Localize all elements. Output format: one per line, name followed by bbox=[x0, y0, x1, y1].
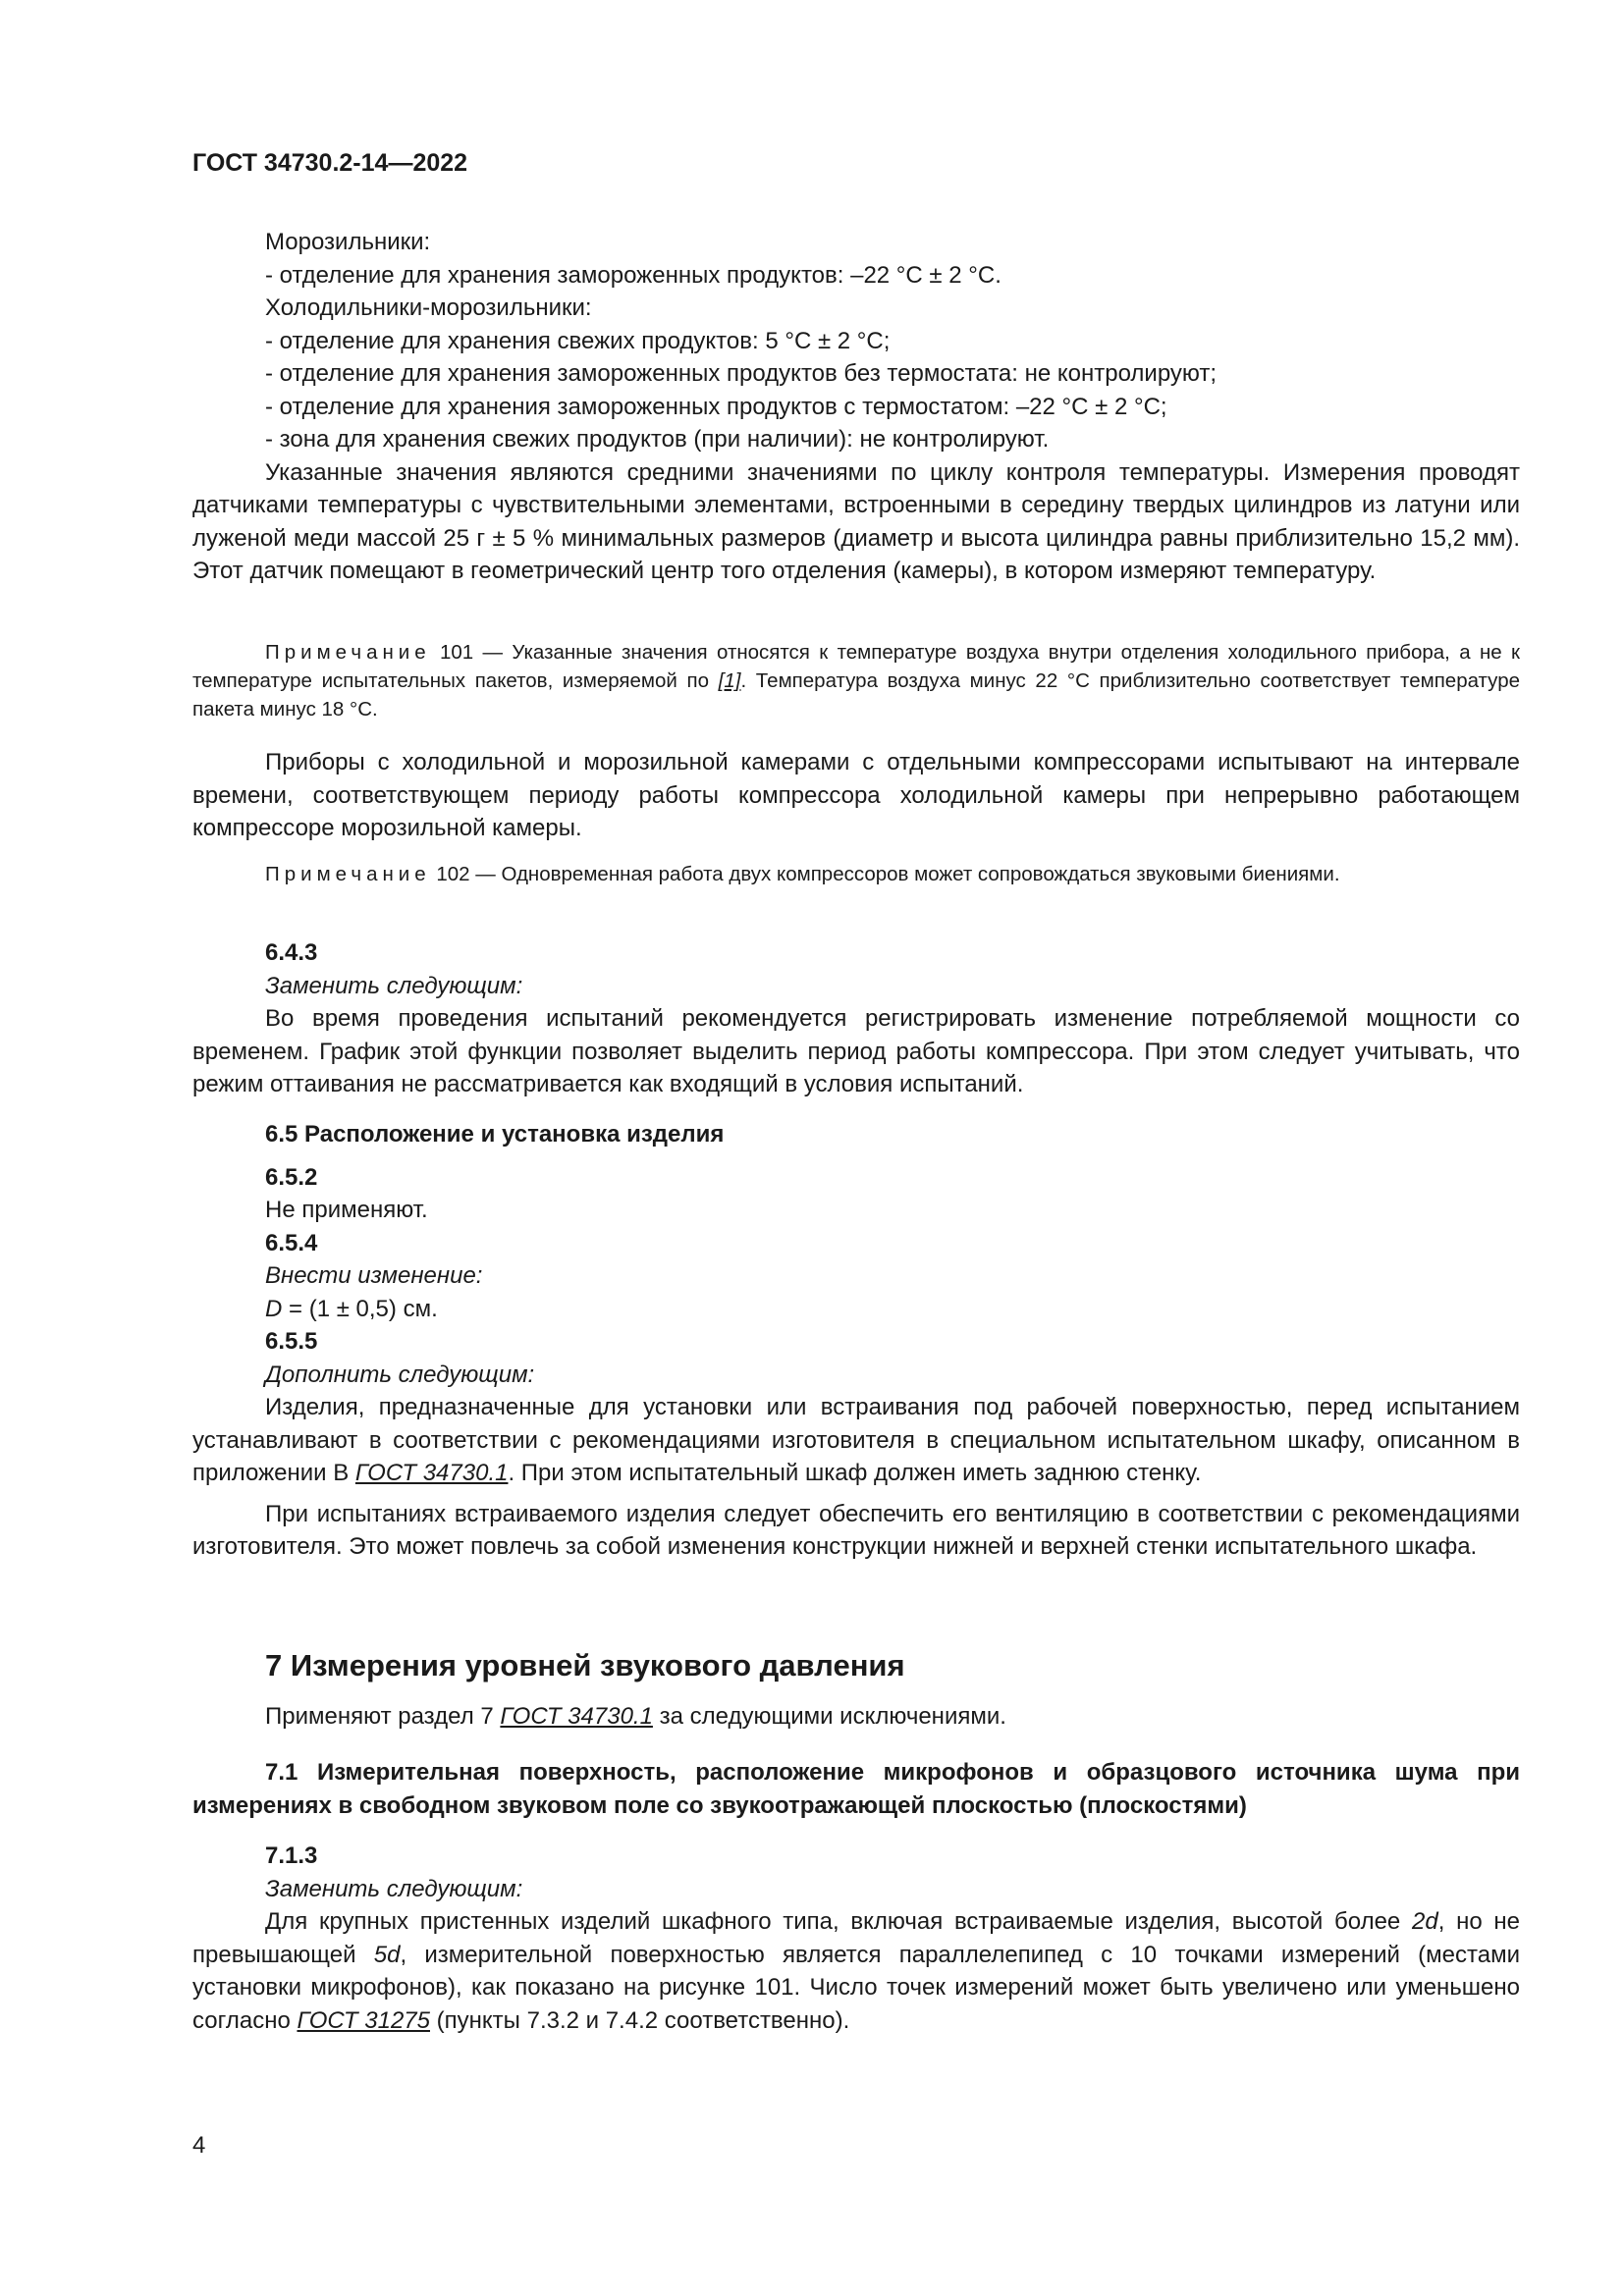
note-label: Примечание bbox=[265, 641, 431, 664]
temperature-list bbox=[192, 226, 1520, 588]
paragraph: Приборы с холодильной и морозильной камерами с отдельными компрессорами испытывают на интервале времени, соответствующем периоду работы компрессора холодильной камеры при непрерывно работающем компрессоре морозильной камеры. bbox=[192, 749, 1520, 841]
formula-text: = (1 ± 0,5) см. bbox=[282, 1295, 438, 1322]
list-item: - отделение для хранения свежих продуктов: 5 °С ± 2 °С; bbox=[265, 327, 891, 354]
clause-number: 6.5.4 bbox=[265, 1229, 318, 1256]
clause-number: 6.4.3 bbox=[265, 939, 318, 966]
paragraph: Указанные значения являются средними значениями по циклу контроля температуры. Измерения проводят датчиками температуры с чувствительными элементами, встроенными в середину твердых цилиндров из латуни или луженой меди массой 25 г ± 5 % минимальных размеров (диаметр и высота цилиндра равны приблизительно 15,2 мм). Этот датчик помещают в геометрический центр того отделения (камеры), в котором измеряют температуру. bbox=[192, 458, 1520, 584]
list-heading: Холодильники-морозильники: bbox=[265, 294, 592, 321]
clause-number: 6.5.5 bbox=[265, 1328, 318, 1355]
page-number: 4 bbox=[192, 2132, 206, 2159]
section-7-1 bbox=[192, 1756, 1520, 2037]
paragraph: При испытаниях встраиваемого изделия следует обеспечить его вентиляцию в соответствии с рекомендациями изготовителя. Это может повлечь за собой изменения конструкции нижней и верхней стенки испытательного шкафа. bbox=[192, 1500, 1520, 1560]
paragraph-text: , но не превышающей bbox=[192, 1908, 1520, 1968]
note-text: 102 — Одновременная работа двух компрессоров может сопровождаться звуковыми биениями. bbox=[430, 863, 1340, 885]
instruction: Внести изменение: bbox=[265, 1262, 483, 1289]
list-item: - зона для хранения свежих продуктов (при наличии): не контролируют. bbox=[265, 426, 1050, 453]
clause-number: 7.1.3 bbox=[265, 1842, 318, 1869]
reference-link[interactable]: ГОСТ 31275 bbox=[297, 2006, 430, 2034]
reference-link[interactable]: ГОСТ 34730.1 bbox=[500, 1702, 653, 1730]
section-6-4-3 bbox=[192, 936, 1520, 1101]
reference-link[interactable]: [1] bbox=[718, 669, 741, 692]
variable: 2d bbox=[1411, 1908, 1438, 1935]
paragraph-text: (пункты 7.3.2 и 7.4.2 соответственно). bbox=[430, 2006, 850, 2034]
paragraph-text: Применяют раздел 7 bbox=[265, 1702, 501, 1730]
section-heading: 7 Измерения уровней звукового давления bbox=[265, 1648, 905, 1682]
section-6-5 bbox=[192, 1118, 1520, 1564]
list-item: - отделение для хранения замороженных продуктов без термостата: не контролируют; bbox=[265, 360, 1218, 387]
note-label: Примечание bbox=[265, 863, 431, 885]
paragraph-text: Для крупных пристенных изделий шкафного типа, включая встраиваемые изделия, высотой более bbox=[265, 1908, 1412, 1935]
instruction: Дополнить следующим: bbox=[265, 1361, 535, 1388]
list-item: - отделение для хранения замороженных продуктов с термостатом: –22 °С ± 2 °С; bbox=[265, 393, 1167, 420]
paragraph-compressors bbox=[192, 746, 1520, 845]
section-7 bbox=[192, 1649, 1520, 1733]
paragraph: Во время проведения испытаний рекомендуется регистрировать изменение потребляемой мощности со временем. График этой функции позволяет выделить период работы компрессора. При этом следует учитывать, что режим оттаивания не рассматривается как входящий в условия испытаний. bbox=[192, 1005, 1520, 1097]
variable: 5d bbox=[373, 1941, 401, 1968]
reference-link[interactable]: ГОСТ 34730.1 bbox=[354, 1460, 509, 1486]
instruction: Заменить следующим: bbox=[265, 1875, 523, 1902]
note-text: . Температура воздуха минус 22 °С приблизительно соответствует температуре пакета минус 18 °С. bbox=[192, 669, 1520, 721]
paragraph-text: , измерительной поверхностью является параллелепипед с 10 точками измерений (местами установки микрофонов), как показано на рисунке 101. Число точек измерений может быть увеличено или уменьшено согласно bbox=[192, 1941, 1520, 2034]
instruction: Заменить следующим: bbox=[265, 972, 523, 999]
paragraph-text: . При этом испытательный шкаф должен иметь заднюю стенку. bbox=[508, 1460, 1202, 1486]
clause-number: 6.5.2 bbox=[265, 1163, 318, 1191]
note-101 bbox=[192, 638, 1520, 723]
note-text: 101 — Указанные значения относятся к температуре воздуха внутри отделения холодильного прибора, а не к температуре испытательных пакетов, измеряемой по bbox=[192, 641, 1520, 692]
paragraph: Не применяют. bbox=[265, 1197, 428, 1223]
document-header: ГОСТ 34730.2-14—2022 bbox=[192, 149, 468, 177]
paragraph-text: Изделия, предназначенные для установки или встраивания под рабочей поверхностью, перед испытанием устанавливают в соответствии с рекомендациями изготовителя в специальном испытательном шкафу, описанном в приложении В bbox=[192, 1394, 1520, 1486]
note-102 bbox=[192, 860, 1520, 888]
section-heading: 6.5 Расположение и установка изделия bbox=[265, 1121, 725, 1148]
paragraph-text: за следующими исключениями. bbox=[652, 1702, 1006, 1730]
section-heading: 7.1 Измерительная поверхность, расположение микрофонов и образцового источника шума при измерениях в свободном звуковом поле со звукоотражающей плоскостью (плоскостями) bbox=[192, 1759, 1520, 1819]
list-item: - отделение для хранения замороженных продуктов: –22 °С ± 2 °С. bbox=[265, 261, 1001, 289]
variable: D bbox=[265, 1295, 283, 1322]
list-heading: Морозильники: bbox=[265, 229, 431, 255]
